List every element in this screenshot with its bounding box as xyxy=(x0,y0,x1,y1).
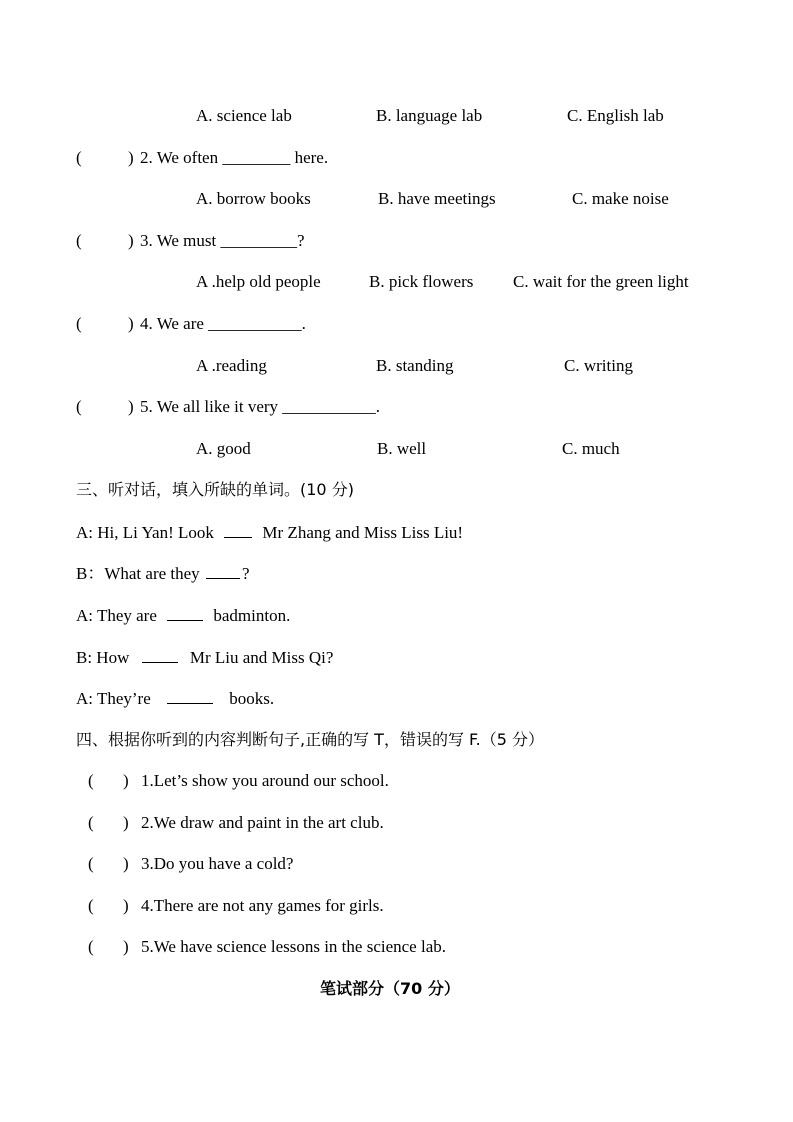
q4-stem: 4. We are ___________. xyxy=(140,314,306,333)
q5-paren-open: ( xyxy=(76,397,82,416)
q4-option-c: C. writing xyxy=(564,356,633,375)
q2-option-b: B. have meetings xyxy=(378,189,496,208)
tf-paren-close-3: ) xyxy=(123,854,129,873)
tf-item-3: 3.Do you have a cold? xyxy=(141,854,294,873)
q1-option-b: B. language lab xyxy=(376,106,483,125)
dialogue-line-2-start: B：What are they xyxy=(76,564,200,583)
section3-heading: 三、听对话，填入所缺的单词。(10 分) xyxy=(76,480,354,499)
q2-option-c: C. make noise xyxy=(572,189,669,208)
tf-paren-close-2: ) xyxy=(123,813,129,832)
dialogue-blank-3[interactable] xyxy=(167,605,203,621)
tf-item-2: 2.We draw and paint in the art club. xyxy=(141,813,384,832)
q3-option-b: B. pick flowers xyxy=(369,272,474,291)
dialogue-line-1-end: Mr Zhang and Miss Liss Liu! xyxy=(262,523,464,542)
q4-paren-close: ) xyxy=(128,314,134,333)
tf-item-4: 4.There are not any games for girls. xyxy=(141,896,384,915)
tf-paren-open-2: ( xyxy=(88,813,94,832)
dialogue-line-4-end: Mr Liu and Miss Qi? xyxy=(189,648,334,667)
q5-paren-close: ) xyxy=(128,397,134,416)
dialogue-blank-4[interactable] xyxy=(142,647,178,663)
tf-paren-close-4: ) xyxy=(123,896,129,915)
tf-paren-open-4: ( xyxy=(88,896,94,915)
dialogue-line-5-start: A: They’re xyxy=(76,689,151,708)
q5-option-b: B. well xyxy=(377,439,427,458)
tf-paren-open-3: ( xyxy=(88,854,94,873)
q5-stem: 5. We all like it very ___________. xyxy=(140,397,381,416)
q2-stem: 2. We often ________ here. xyxy=(140,148,329,167)
dialogue-blank-1[interactable] xyxy=(224,522,252,538)
q3-paren-close: ) xyxy=(128,231,134,250)
q4-paren-open: ( xyxy=(76,314,82,333)
written-section-title: 笔试部分（70 分） xyxy=(320,979,460,998)
q4-option-a: A .reading xyxy=(196,356,267,375)
q3-option-c: C. wait for the green light xyxy=(513,272,689,291)
dialogue-line-2-end: ? xyxy=(241,564,250,583)
section4-heading: 四、根据你听到的内容判断句子,正确的写 T，错误的写 F.（5 分） xyxy=(76,730,545,749)
tf-paren-open-1: ( xyxy=(88,771,94,790)
dialogue-line-1 xyxy=(76,522,463,543)
tf-paren-close-1: ) xyxy=(123,771,129,790)
dialogue-line-3 xyxy=(76,605,290,626)
tf-paren-close-5: ) xyxy=(123,937,129,956)
tf-item-5: 5.We have science lessons in the science lab. xyxy=(141,937,446,956)
q5-option-c: C. much xyxy=(562,439,620,458)
q3-stem: 3. We must _________? xyxy=(140,231,305,250)
q2-paren-open: ( xyxy=(76,148,82,167)
q1-option-c: C. English lab xyxy=(567,106,664,125)
dialogue-line-2 xyxy=(76,563,249,584)
dialogue-blank-2[interactable] xyxy=(206,563,240,579)
q5-option-a: A. good xyxy=(196,439,251,458)
q2-option-a: A. borrow books xyxy=(196,189,311,208)
dialogue-line-4 xyxy=(76,647,333,668)
tf-paren-open-5: ( xyxy=(88,937,94,956)
dialogue-line-3-end: badminton. xyxy=(213,606,291,625)
q3-paren-open: ( xyxy=(76,231,82,250)
q4-option-b: B. standing xyxy=(376,356,454,375)
q2-paren-close: ) xyxy=(128,148,134,167)
tf-item-1: 1.Let’s show you around our school. xyxy=(141,771,389,790)
q1-option-a: A. science lab xyxy=(196,106,292,125)
dialogue-line-4-start: B: How xyxy=(76,648,130,667)
dialogue-line-3-start: A: They are xyxy=(76,606,157,625)
dialogue-line-5 xyxy=(76,688,274,709)
dialogue-line-5-end: books. xyxy=(229,689,275,708)
q3-option-a: A .help old people xyxy=(196,272,321,291)
dialogue-blank-5[interactable] xyxy=(167,688,213,704)
dialogue-line-1-start: A: Hi, Li Yan! Look xyxy=(76,523,214,542)
